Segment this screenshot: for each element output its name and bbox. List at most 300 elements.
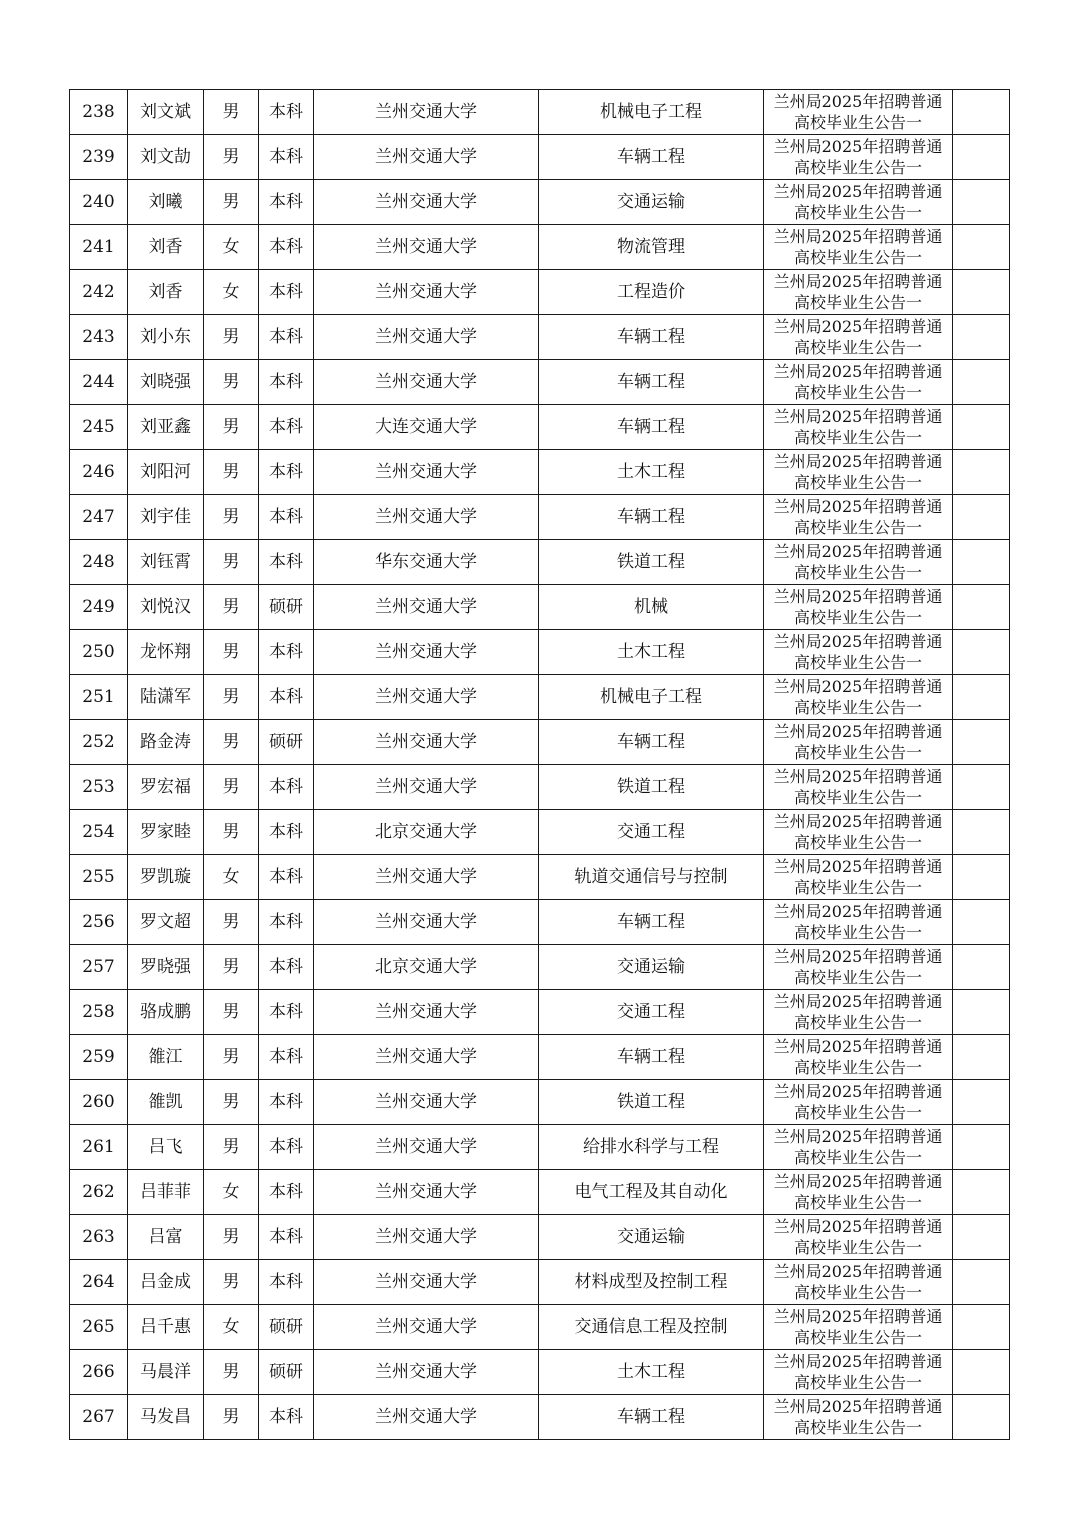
candidate-school: 兰州交通大学 xyxy=(314,585,539,630)
notice-line-1: 兰州局2025年招聘普通 xyxy=(773,902,943,921)
candidate-degree: 本科 xyxy=(259,1125,314,1170)
candidate-degree: 本科 xyxy=(259,810,314,855)
roster-body xyxy=(70,90,1010,1440)
table-row xyxy=(70,90,1010,135)
notice-source xyxy=(764,810,953,855)
table-row xyxy=(70,1125,1010,1170)
table-row xyxy=(70,675,1010,720)
table-row xyxy=(70,360,1010,405)
notice-line-1: 兰州局2025年招聘普通 xyxy=(773,677,943,696)
notice-source xyxy=(764,225,953,270)
table-row xyxy=(70,1350,1010,1395)
remark-cell xyxy=(953,1395,1010,1440)
remark-cell xyxy=(953,360,1010,405)
candidate-school: 大连交通大学 xyxy=(314,405,539,450)
notice-line-1: 兰州局2025年招聘普通 xyxy=(773,1172,943,1191)
candidate-name: 刘阳河 xyxy=(128,450,204,495)
candidate-gender: 男 xyxy=(204,450,259,495)
table-row xyxy=(70,630,1010,675)
candidate-school: 兰州交通大学 xyxy=(314,360,539,405)
row-number: 242 xyxy=(70,270,128,315)
candidate-school: 兰州交通大学 xyxy=(314,90,539,135)
candidate-degree: 本科 xyxy=(259,1170,314,1215)
remark-cell xyxy=(953,495,1010,540)
candidate-major: 车辆工程 xyxy=(539,495,764,540)
candidate-school: 兰州交通大学 xyxy=(314,450,539,495)
candidate-gender: 男 xyxy=(204,495,259,540)
row-number: 252 xyxy=(70,720,128,765)
candidate-degree: 本科 xyxy=(259,900,314,945)
candidate-gender: 男 xyxy=(204,810,259,855)
table-row xyxy=(70,900,1010,945)
candidate-major: 机械 xyxy=(539,585,764,630)
notice-line-1: 兰州局2025年招聘普通 xyxy=(773,92,943,111)
candidate-school: 兰州交通大学 xyxy=(314,495,539,540)
notice-line-1: 兰州局2025年招聘普通 xyxy=(773,317,943,336)
notice-source xyxy=(764,630,953,675)
candidate-degree: 本科 xyxy=(259,1035,314,1080)
candidate-major: 土木工程 xyxy=(539,630,764,675)
candidate-major: 铁道工程 xyxy=(539,540,764,585)
candidate-school: 兰州交通大学 xyxy=(314,1080,539,1125)
notice-source xyxy=(764,135,953,180)
row-number: 257 xyxy=(70,945,128,990)
notice-line-1: 兰州局2025年招聘普通 xyxy=(773,1262,943,1281)
candidate-degree: 硕研 xyxy=(259,1350,314,1395)
candidate-gender: 男 xyxy=(204,990,259,1035)
notice-line-2: 高校毕业生公告一 xyxy=(793,1148,922,1167)
row-number: 266 xyxy=(70,1350,128,1395)
notice-source xyxy=(764,540,953,585)
candidate-major: 电气工程及其自动化 xyxy=(539,1170,764,1215)
notice-line-1: 兰州局2025年招聘普通 xyxy=(773,1307,943,1326)
notice-line-1: 兰州局2025年招聘普通 xyxy=(773,812,943,831)
candidate-major: 铁道工程 xyxy=(539,1080,764,1125)
notice-source xyxy=(764,1305,953,1350)
candidate-gender: 女 xyxy=(204,1170,259,1215)
candidate-name: 刘小东 xyxy=(128,315,204,360)
candidate-major: 材料成型及控制工程 xyxy=(539,1260,764,1305)
notice-line-2: 高校毕业生公告一 xyxy=(793,923,922,942)
row-number: 244 xyxy=(70,360,128,405)
notice-line-2: 高校毕业生公告一 xyxy=(793,1283,922,1302)
candidate-name: 吕金成 xyxy=(128,1260,204,1305)
table-row xyxy=(70,1215,1010,1260)
candidate-school: 兰州交通大学 xyxy=(314,630,539,675)
row-number: 253 xyxy=(70,765,128,810)
notice-source xyxy=(764,855,953,900)
candidate-major: 车辆工程 xyxy=(539,405,764,450)
candidate-school: 兰州交通大学 xyxy=(314,135,539,180)
remark-cell xyxy=(953,1170,1010,1215)
candidate-gender: 女 xyxy=(204,270,259,315)
notice-line-1: 兰州局2025年招聘普通 xyxy=(773,587,943,606)
table-row xyxy=(70,1170,1010,1215)
notice-line-2: 高校毕业生公告一 xyxy=(793,563,922,582)
candidate-major: 车辆工程 xyxy=(539,720,764,765)
notice-source xyxy=(764,990,953,1035)
notice-line-2: 高校毕业生公告一 xyxy=(793,113,922,132)
row-number: 265 xyxy=(70,1305,128,1350)
candidate-major: 交通运输 xyxy=(539,945,764,990)
candidate-degree: 本科 xyxy=(259,945,314,990)
remark-cell xyxy=(953,315,1010,360)
remark-cell xyxy=(953,855,1010,900)
remark-cell xyxy=(953,270,1010,315)
candidate-name: 龙怀翔 xyxy=(128,630,204,675)
candidate-major: 土木工程 xyxy=(539,450,764,495)
notice-source xyxy=(764,1350,953,1395)
row-number: 264 xyxy=(70,1260,128,1305)
table-row xyxy=(70,315,1010,360)
table-row xyxy=(70,855,1010,900)
remark-cell xyxy=(953,810,1010,855)
notice-line-2: 高校毕业生公告一 xyxy=(793,1373,922,1392)
candidate-degree: 本科 xyxy=(259,495,314,540)
row-number: 267 xyxy=(70,1395,128,1440)
candidate-gender: 男 xyxy=(204,1350,259,1395)
candidate-name: 罗文超 xyxy=(128,900,204,945)
notice-line-2: 高校毕业生公告一 xyxy=(793,1103,922,1122)
notice-line-2: 高校毕业生公告一 xyxy=(793,698,922,717)
remark-cell xyxy=(953,405,1010,450)
candidate-degree: 硕研 xyxy=(259,585,314,630)
row-number: 249 xyxy=(70,585,128,630)
notice-line-1: 兰州局2025年招聘普通 xyxy=(773,1082,943,1101)
notice-line-2: 高校毕业生公告一 xyxy=(793,158,922,177)
roster-table xyxy=(69,89,1010,1440)
notice-line-1: 兰州局2025年招聘普通 xyxy=(773,272,943,291)
remark-cell xyxy=(953,1350,1010,1395)
row-number: 258 xyxy=(70,990,128,1035)
notice-source xyxy=(764,270,953,315)
notice-source xyxy=(764,1260,953,1305)
candidate-degree: 本科 xyxy=(259,855,314,900)
notice-line-2: 高校毕业生公告一 xyxy=(793,653,922,672)
candidate-major: 车辆工程 xyxy=(539,1035,764,1080)
candidate-gender: 男 xyxy=(204,315,259,360)
candidate-school: 兰州交通大学 xyxy=(314,765,539,810)
candidate-gender: 女 xyxy=(204,855,259,900)
notice-line-1: 兰州局2025年招聘普通 xyxy=(773,1352,943,1371)
candidate-school: 兰州交通大学 xyxy=(314,180,539,225)
remark-cell xyxy=(953,1035,1010,1080)
candidate-major: 交通工程 xyxy=(539,810,764,855)
candidate-name: 刘宇佳 xyxy=(128,495,204,540)
candidate-school: 兰州交通大学 xyxy=(314,1305,539,1350)
table-row xyxy=(70,270,1010,315)
candidate-degree: 本科 xyxy=(259,540,314,585)
notice-line-2: 高校毕业生公告一 xyxy=(793,1418,922,1437)
remark-cell xyxy=(953,900,1010,945)
candidate-school: 北京交通大学 xyxy=(314,945,539,990)
notice-line-2: 高校毕业生公告一 xyxy=(793,1013,922,1032)
candidate-name: 吕菲菲 xyxy=(128,1170,204,1215)
candidate-name: 刘香 xyxy=(128,225,204,270)
candidate-degree: 本科 xyxy=(259,405,314,450)
candidate-degree: 硕研 xyxy=(259,1305,314,1350)
candidate-degree: 本科 xyxy=(259,270,314,315)
notice-source xyxy=(764,1170,953,1215)
candidate-gender: 男 xyxy=(204,1260,259,1305)
table-row xyxy=(70,225,1010,270)
table-row xyxy=(70,1305,1010,1350)
remark-cell xyxy=(953,990,1010,1035)
candidate-school: 兰州交通大学 xyxy=(314,990,539,1035)
notice-line-1: 兰州局2025年招聘普通 xyxy=(773,137,943,156)
candidate-gender: 女 xyxy=(204,225,259,270)
candidate-major: 铁道工程 xyxy=(539,765,764,810)
candidate-school: 兰州交通大学 xyxy=(314,1350,539,1395)
table-row xyxy=(70,1395,1010,1440)
notice-source xyxy=(764,585,953,630)
notice-line-1: 兰州局2025年招聘普通 xyxy=(773,1217,943,1236)
row-number: 240 xyxy=(70,180,128,225)
remark-cell xyxy=(953,630,1010,675)
remark-cell xyxy=(953,675,1010,720)
candidate-major: 给排水科学与工程 xyxy=(539,1125,764,1170)
row-number: 260 xyxy=(70,1080,128,1125)
row-number: 245 xyxy=(70,405,128,450)
candidate-degree: 本科 xyxy=(259,990,314,1035)
table-row xyxy=(70,585,1010,630)
candidate-gender: 男 xyxy=(204,720,259,765)
notice-line-2: 高校毕业生公告一 xyxy=(793,473,922,492)
notice-line-2: 高校毕业生公告一 xyxy=(793,878,922,897)
candidate-gender: 男 xyxy=(204,1080,259,1125)
row-number: 246 xyxy=(70,450,128,495)
candidate-major: 土木工程 xyxy=(539,1350,764,1395)
notice-line-1: 兰州局2025年招聘普通 xyxy=(773,1037,943,1056)
candidate-gender: 男 xyxy=(204,1125,259,1170)
remark-cell xyxy=(953,765,1010,810)
candidate-degree: 本科 xyxy=(259,1395,314,1440)
table-row xyxy=(70,135,1010,180)
candidate-name: 刘香 xyxy=(128,270,204,315)
table-row xyxy=(70,495,1010,540)
notice-source xyxy=(764,675,953,720)
candidate-gender: 男 xyxy=(204,180,259,225)
candidate-gender: 男 xyxy=(204,405,259,450)
candidate-degree: 本科 xyxy=(259,90,314,135)
notice-source xyxy=(764,450,953,495)
notice-line-1: 兰州局2025年招聘普通 xyxy=(773,227,943,246)
notice-line-2: 高校毕业生公告一 xyxy=(793,968,922,987)
notice-line-2: 高校毕业生公告一 xyxy=(793,293,922,312)
candidate-major: 物流管理 xyxy=(539,225,764,270)
notice-line-1: 兰州局2025年招聘普通 xyxy=(773,407,943,426)
candidate-major: 车辆工程 xyxy=(539,1395,764,1440)
table-row xyxy=(70,720,1010,765)
candidate-major: 轨道交通信号与控制 xyxy=(539,855,764,900)
candidate-gender: 男 xyxy=(204,585,259,630)
table-row xyxy=(70,765,1010,810)
candidate-major: 交通运输 xyxy=(539,180,764,225)
candidate-name: 刘文劼 xyxy=(128,135,204,180)
notice-line-1: 兰州局2025年招聘普通 xyxy=(773,542,943,561)
row-number: 238 xyxy=(70,90,128,135)
remark-cell xyxy=(953,1215,1010,1260)
candidate-degree: 本科 xyxy=(259,630,314,675)
notice-line-1: 兰州局2025年招聘普通 xyxy=(773,362,943,381)
notice-line-2: 高校毕业生公告一 xyxy=(793,788,922,807)
candidate-degree: 本科 xyxy=(259,765,314,810)
candidate-gender: 男 xyxy=(204,135,259,180)
candidate-name: 罗晓强 xyxy=(128,945,204,990)
candidate-major: 车辆工程 xyxy=(539,900,764,945)
candidate-major: 车辆工程 xyxy=(539,360,764,405)
candidate-major: 车辆工程 xyxy=(539,315,764,360)
notice-line-1: 兰州局2025年招聘普通 xyxy=(773,452,943,471)
notice-line-2: 高校毕业生公告一 xyxy=(793,1328,922,1347)
candidate-major: 机械电子工程 xyxy=(539,675,764,720)
candidate-degree: 本科 xyxy=(259,360,314,405)
remark-cell xyxy=(953,450,1010,495)
candidate-school: 兰州交通大学 xyxy=(314,1035,539,1080)
remark-cell xyxy=(953,945,1010,990)
remark-cell xyxy=(953,1305,1010,1350)
notice-source xyxy=(764,900,953,945)
notice-source xyxy=(764,315,953,360)
notice-line-1: 兰州局2025年招聘普通 xyxy=(773,497,943,516)
candidate-gender: 男 xyxy=(204,675,259,720)
candidate-name: 路金涛 xyxy=(128,720,204,765)
candidate-gender: 男 xyxy=(204,765,259,810)
remark-cell xyxy=(953,585,1010,630)
candidate-gender: 男 xyxy=(204,540,259,585)
candidate-school: 华东交通大学 xyxy=(314,540,539,585)
candidate-name: 刘亚鑫 xyxy=(128,405,204,450)
candidate-name: 陆潇军 xyxy=(128,675,204,720)
table-row xyxy=(70,1080,1010,1125)
notice-source xyxy=(764,405,953,450)
candidate-name: 刘晓强 xyxy=(128,360,204,405)
row-number: 254 xyxy=(70,810,128,855)
candidate-name: 马晨洋 xyxy=(128,1350,204,1395)
row-number: 239 xyxy=(70,135,128,180)
notice-source xyxy=(764,360,953,405)
candidate-name: 刘悦汉 xyxy=(128,585,204,630)
notice-line-2: 高校毕业生公告一 xyxy=(793,608,922,627)
table-row xyxy=(70,945,1010,990)
remark-cell xyxy=(953,1080,1010,1125)
candidate-degree: 本科 xyxy=(259,675,314,720)
table-row xyxy=(70,810,1010,855)
notice-line-1: 兰州局2025年招聘普通 xyxy=(773,1127,943,1146)
candidate-gender: 男 xyxy=(204,1215,259,1260)
notice-line-2: 高校毕业生公告一 xyxy=(793,743,922,762)
notice-source xyxy=(764,90,953,135)
row-number: 250 xyxy=(70,630,128,675)
candidate-degree: 本科 xyxy=(259,315,314,360)
candidate-major: 机械电子工程 xyxy=(539,90,764,135)
notice-line-2: 高校毕业生公告一 xyxy=(793,833,922,852)
notice-source xyxy=(764,765,953,810)
notice-line-2: 高校毕业生公告一 xyxy=(793,1058,922,1077)
remark-cell xyxy=(953,135,1010,180)
candidate-gender: 男 xyxy=(204,900,259,945)
notice-line-2: 高校毕业生公告一 xyxy=(793,383,922,402)
candidate-major: 交通工程 xyxy=(539,990,764,1035)
candidate-name: 吕富 xyxy=(128,1215,204,1260)
row-number: 263 xyxy=(70,1215,128,1260)
table-row xyxy=(70,1035,1010,1080)
candidate-degree: 本科 xyxy=(259,135,314,180)
candidate-degree: 本科 xyxy=(259,1260,314,1305)
candidate-major: 工程造价 xyxy=(539,270,764,315)
notice-source xyxy=(764,720,953,765)
row-number: 251 xyxy=(70,675,128,720)
candidate-gender: 男 xyxy=(204,90,259,135)
candidate-school: 兰州交通大学 xyxy=(314,1395,539,1440)
remark-cell xyxy=(953,720,1010,765)
notice-line-2: 高校毕业生公告一 xyxy=(793,338,922,357)
candidate-school: 兰州交通大学 xyxy=(314,855,539,900)
notice-source xyxy=(764,1035,953,1080)
candidate-major: 交通信息工程及控制 xyxy=(539,1305,764,1350)
candidate-name: 马发昌 xyxy=(128,1395,204,1440)
remark-cell xyxy=(953,1125,1010,1170)
notice-source xyxy=(764,495,953,540)
table-row xyxy=(70,450,1010,495)
notice-source xyxy=(764,1395,953,1440)
notice-line-2: 高校毕业生公告一 xyxy=(793,518,922,537)
candidate-gender: 男 xyxy=(204,360,259,405)
table-row xyxy=(70,180,1010,225)
notice-line-1: 兰州局2025年招聘普通 xyxy=(773,1397,943,1416)
candidate-gender: 男 xyxy=(204,1035,259,1080)
notice-line-1: 兰州局2025年招聘普通 xyxy=(773,857,943,876)
notice-line-2: 高校毕业生公告一 xyxy=(793,1238,922,1257)
row-number: 247 xyxy=(70,495,128,540)
row-number: 248 xyxy=(70,540,128,585)
candidate-gender: 女 xyxy=(204,1305,259,1350)
row-number: 256 xyxy=(70,900,128,945)
notice-line-2: 高校毕业生公告一 xyxy=(793,1193,922,1212)
notice-line-1: 兰州局2025年招聘普通 xyxy=(773,632,943,651)
candidate-major: 车辆工程 xyxy=(539,135,764,180)
row-number: 243 xyxy=(70,315,128,360)
row-number: 262 xyxy=(70,1170,128,1215)
remark-cell xyxy=(953,90,1010,135)
candidate-school: 兰州交通大学 xyxy=(314,1125,539,1170)
candidate-name: 刘文斌 xyxy=(128,90,204,135)
candidate-name: 刘钰霄 xyxy=(128,540,204,585)
candidate-major: 交通运输 xyxy=(539,1215,764,1260)
row-number: 259 xyxy=(70,1035,128,1080)
candidate-school: 兰州交通大学 xyxy=(314,1260,539,1305)
candidate-name: 罗宏福 xyxy=(128,765,204,810)
candidate-name: 罗凯璇 xyxy=(128,855,204,900)
table-row xyxy=(70,990,1010,1035)
candidate-name: 吕千惠 xyxy=(128,1305,204,1350)
row-number: 255 xyxy=(70,855,128,900)
remark-cell xyxy=(953,225,1010,270)
notice-source xyxy=(764,180,953,225)
notice-line-2: 高校毕业生公告一 xyxy=(793,203,922,222)
candidate-degree: 本科 xyxy=(259,450,314,495)
row-number: 241 xyxy=(70,225,128,270)
candidate-school: 兰州交通大学 xyxy=(314,225,539,270)
notice-source xyxy=(764,1215,953,1260)
candidate-school: 兰州交通大学 xyxy=(314,1170,539,1215)
candidate-name: 雒江 xyxy=(128,1035,204,1080)
notice-line-1: 兰州局2025年招聘普通 xyxy=(773,182,943,201)
notice-source xyxy=(764,1125,953,1170)
remark-cell xyxy=(953,1260,1010,1305)
candidate-name: 罗家睦 xyxy=(128,810,204,855)
candidate-school: 兰州交通大学 xyxy=(314,315,539,360)
